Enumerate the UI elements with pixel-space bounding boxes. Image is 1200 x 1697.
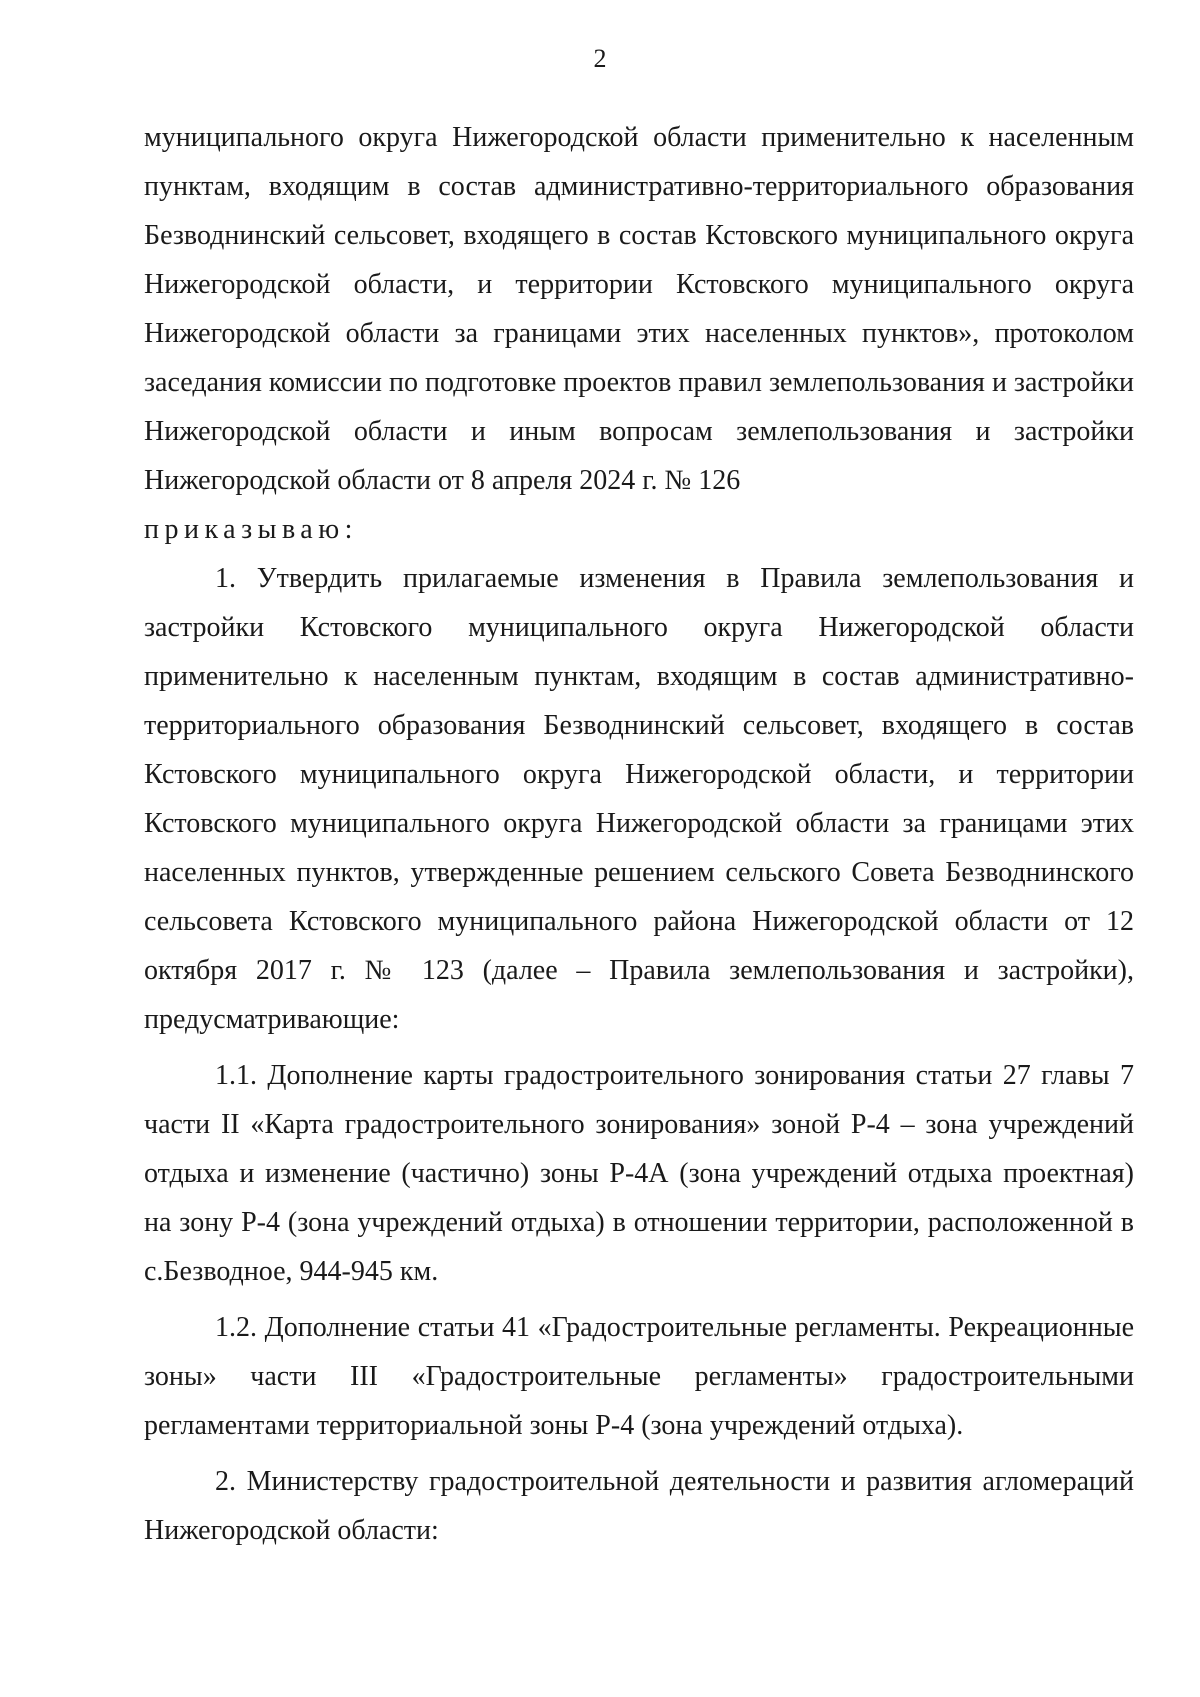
paragraph-item-1: 1. Утвердить прилагаемые изменения в Правила землепользования и застройки Кстовского муниципального округа Нижегородской области применительно к населенным пунктам, входящим в состав административно-территориального образования Безводнинский сельсовет, входящего в состав Кстовского муниципального округа Нижегородской области, и территории Кстовского муниципального округа Нижегородской области за границами этих населенных пунктов, утвержденные решением сельского Совета Безводнинского сельсовета Кстовского муниципального района Нижегородской области от 12 октября 2017 г. № 123 (далее – Правила землепользования и застройки), предусматривающие: — [144, 563, 1134, 1035]
paragraph-item-1-2: 1.2. Дополнение статьи 41 «Градостроительные регламенты. Рекреационные зоны» части III «Градостроительные регламенты» градостроительными регламентами территориальной зоны Р-4 (зона учреждений отдыха). — [144, 1312, 1134, 1441]
page-number: 2 — [593, 44, 607, 73]
paragraph-item-1-1: 1.1. Дополнение карты градостроительного зонирования статьи 27 главы 7 части II «Карта градостроительного зонирования» зоной Р-4 – зона учреждений отдыха и изменение (частично) зоны Р-4А (зона учреждений отдыха проектная) на зону Р-4 (зона учреждений отдыха) в отношении территории, расположенной в с.Безводное, 944-945 км. — [144, 1060, 1134, 1287]
paragraph-item-2: 2. Министерству градостроительной деятельности и развития агломераций Нижегородской области: — [144, 1466, 1134, 1546]
paragraph-order-word: приказываю: — [144, 514, 358, 545]
paragraph-legal-basis: муниципального округа Нижегородской области применительно к населенным пунктам, входящим в состав административно-территориального образования Безводнинский сельсовет, входящего в состав Кстовского муниципального округа Нижегородской области, и территории Кстовского муниципального округа Нижегородской области за границами этих населенных пунктов», протоколом заседания комиссии по подготовке проектов правил землепользования и застройки Нижегородской области и иным вопросам землепользования и застройки Нижегородской области от 8 апреля 2024 г. № 126 — [144, 122, 1134, 496]
document-body — [144, 113, 1134, 1555]
